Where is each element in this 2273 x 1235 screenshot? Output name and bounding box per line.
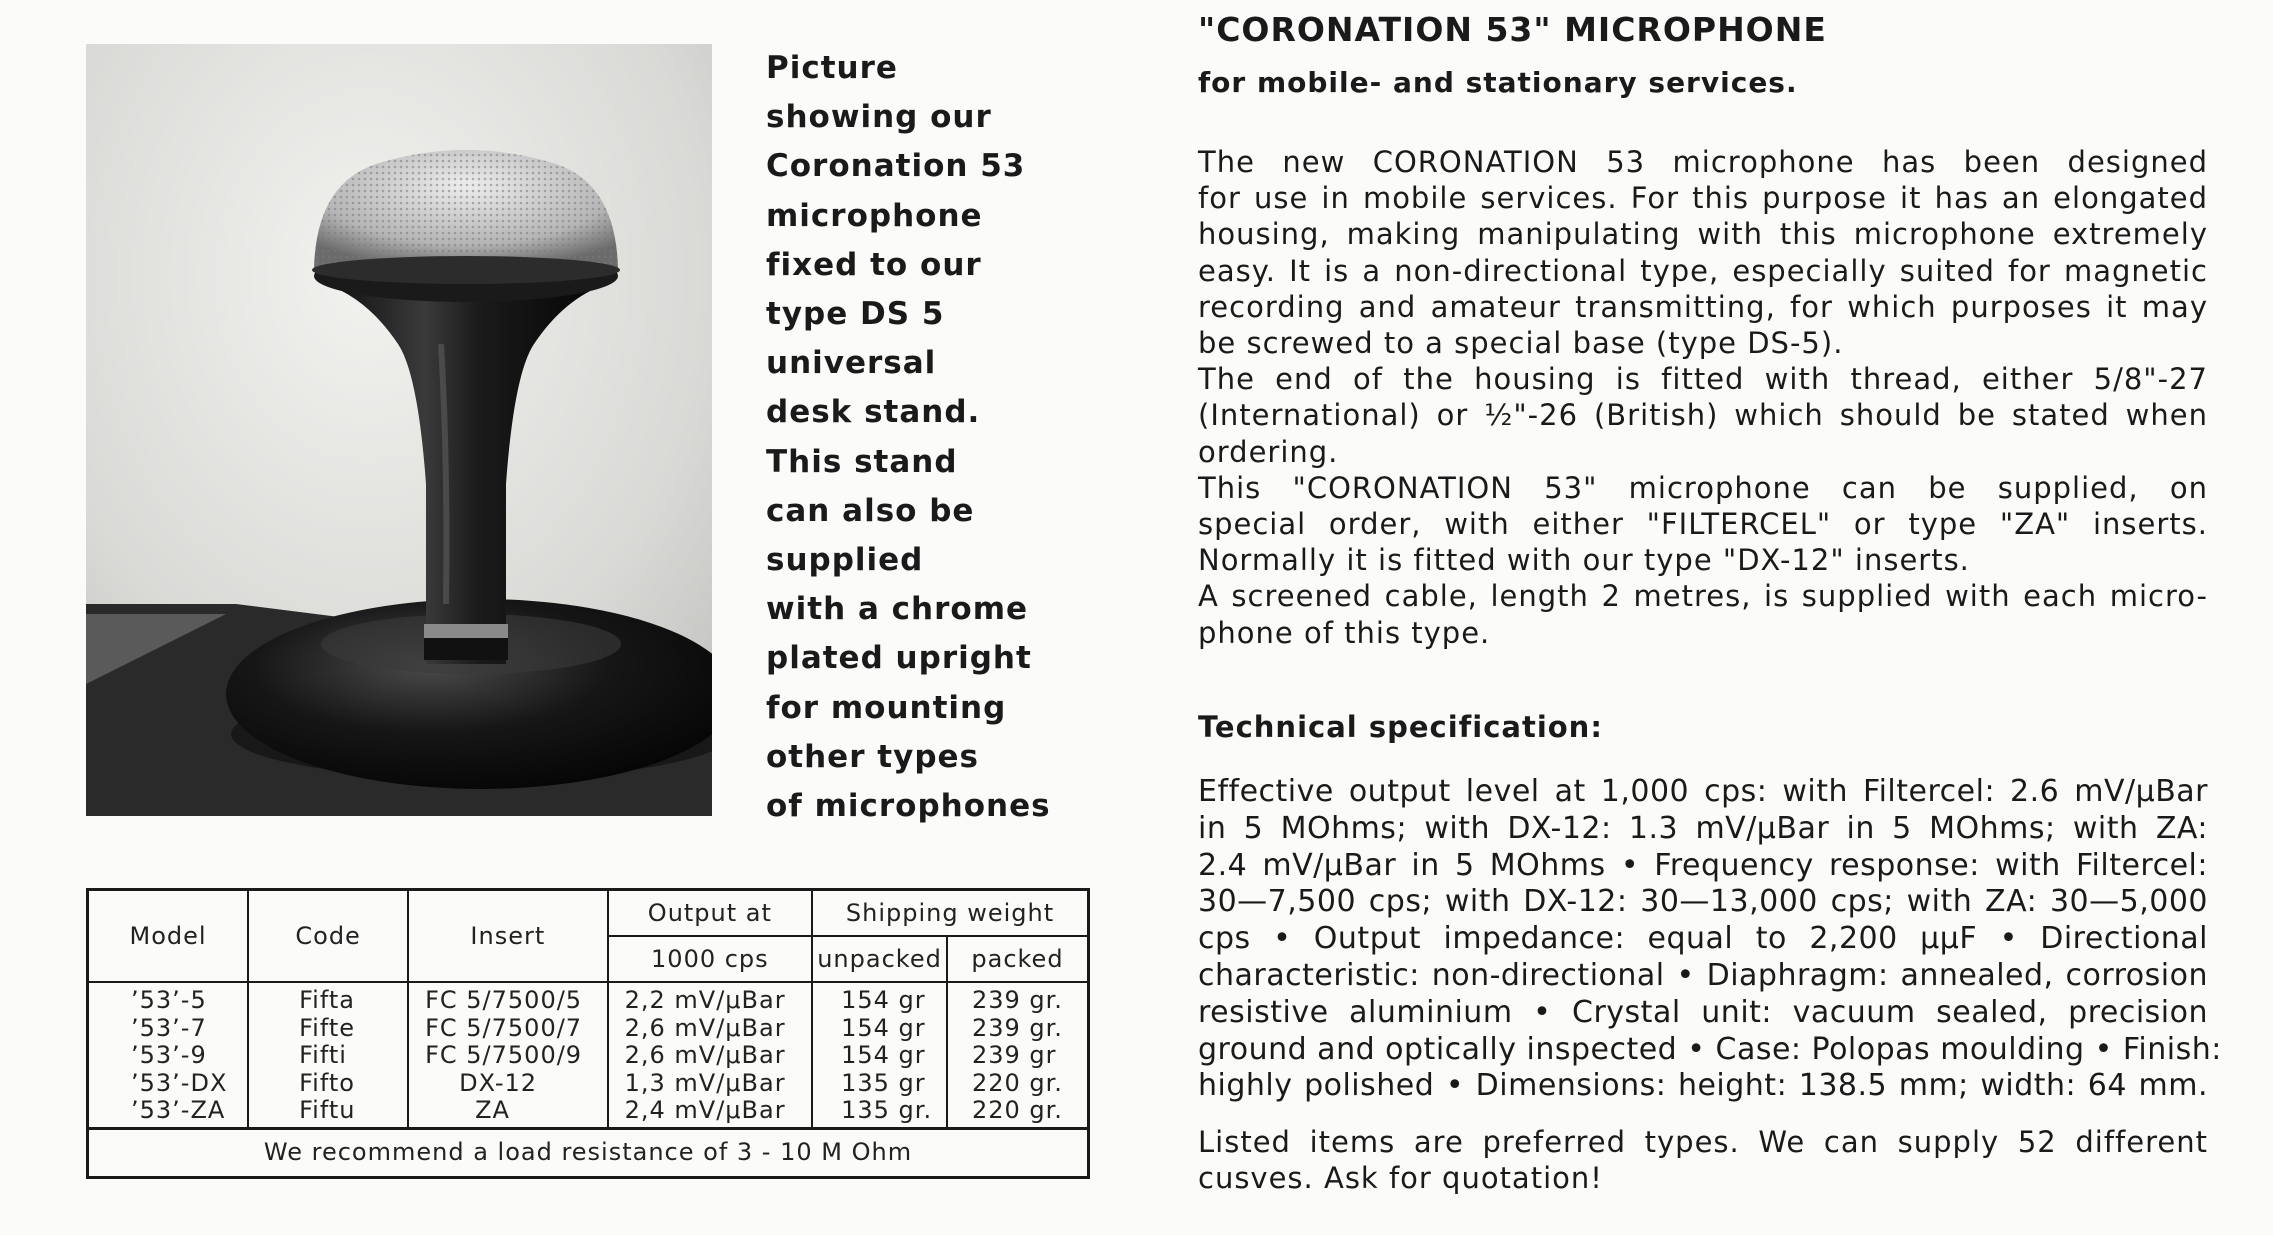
table-cell: 154 gr [841,1041,926,1069]
code-column [248,982,408,1128]
table-cell: 2,6 mV/μBar [624,1013,786,1042]
tech-spec-body [1198,774,2222,1105]
table-cell: 2,6 mV/μBar [624,1041,786,1069]
table-cell: ’53’-DX [131,1068,228,1097]
table-cell: 239 gr. [971,986,1063,1014]
page-title: "CORONATION 53" MICROPHONE [1198,10,1827,49]
load-resistance-note: We recommend a load resistance of 3 - 10 M Ohm [88,1128,1089,1177]
table-cell: 135 gr. [841,1096,933,1124]
table-cell: Fifte [299,1013,356,1042]
table-cell: ’53’-5 [131,986,207,1014]
tech-line: cps • Output impedance: equal to 2,200 μμF • Directional [1198,921,2208,957]
table-cell: ’53’-ZA [131,1096,226,1124]
caption-line: This stand [766,443,958,480]
caption-line: of microphones [766,788,1051,825]
body-line: The new CORONATION 53 microphone has been designed [1198,145,2208,179]
caption-line: microphone [766,197,983,234]
tech-line: characteristic: non-directional • Diaphragm: annealed, corrosion [1198,957,2208,993]
header-output: Output at [608,890,813,937]
model-spec-table [86,888,1090,1179]
body-line: The end of the housing is fitted with thread, either 5/8"-27 [1198,362,2208,397]
caption-line: with a chrome [766,591,1029,628]
photo-caption [766,44,1051,831]
description-body [1198,144,2208,651]
unpacked-column [812,982,947,1128]
header-output-sub: 1000 cps [608,936,813,982]
tech-line: Effective output level at 1,000 cps: with Filtercel: 2.6 mV/μBar [1198,774,2208,809]
caption-line: for mounting [766,689,1007,726]
body-line: easy. It is a non-directional type, especially suited for magnetic [1198,253,2208,288]
caption-line: fixed to our [766,246,982,283]
table-cell: 239 gr. [971,1013,1063,1042]
table-cell: FC 5/7500/7 [425,1013,583,1042]
microphone-photo [86,44,712,816]
body-line: special order, with either "FILTERCEL" or type "ZA" inserts. [1198,507,2208,542]
header-packed: packed [947,936,1089,982]
table-cell: ’53’-9 [131,1041,207,1069]
packed-column [947,982,1089,1128]
caption-line: can also be [766,492,975,529]
header-unpacked: unpacked [812,936,947,982]
table-cell: 239 gr [971,1041,1057,1069]
body-line: housing, making manipulating with this microphone extremely [1198,217,2208,252]
tech-line: in 5 MOhms; with DX-12: 1.3 mV/μBar in 5 MOhms; with ZA: [1198,810,2208,846]
insert-column [408,982,608,1128]
preferred-types-note [1198,1124,2208,1196]
body-line: be screwed to a special base (type DS-5). [1198,326,1844,361]
caption-line: supplied [766,542,924,579]
caption-line: showing our [766,99,992,136]
body-line: for use in mobile services. For this purpose it has an elongated [1198,181,2208,216]
header-insert: Insert [408,890,608,983]
table-cell: 154 gr [841,986,926,1014]
body-line: recording and amateur transmitting, for which purposes it may [1198,289,2208,324]
page-subtitle: for mobile- and stationary services. [1198,66,1798,99]
tech-line: highly polished • Dimensions: height: 138.5 mm; width: 64 mm. [1198,1068,2208,1104]
tech-spec-heading: Technical specification: [1198,710,1603,744]
model-column [88,982,249,1128]
body-line: phone of this type. [1198,615,1491,650]
table-cell: Fifta [299,986,355,1014]
caption-line: type DS 5 [766,296,945,333]
table-cell: 1,3 mV/μBar [624,1068,786,1097]
output-column [608,982,813,1128]
table-cell: 220 gr. [971,1096,1063,1124]
body-line: Normally it is fitted with our type "DX-12" inserts. [1198,543,1970,578]
tech-line: resistive aluminium • Crystal unit: vacuum sealed, precision [1198,994,2208,1030]
listed-line: Listed items are preferred types. We can supply 52 different [1198,1125,2208,1159]
body-line: A screened cable, length 2 metres, is supplied with each micro- [1198,579,2208,614]
table-cell: DX-12 [459,1068,538,1097]
table-cell: ’53’-7 [131,1013,207,1042]
caption-line: desk stand. [766,394,981,431]
table-cell: FC 5/7500/9 [425,1041,583,1069]
table-cell: 2,4 mV/μBar [624,1096,786,1124]
body-line: This "CORONATION 53" microphone can be supplied, on [1198,470,2208,505]
body-line: ordering. [1198,434,1339,469]
caption-line: other types [766,738,979,775]
caption-line: universal [766,345,937,382]
table-cell: ZA [475,1096,510,1124]
table-cell: Fiftu [299,1096,356,1124]
tech-line: 2.4 mV/μBar in 5 MOhms • Frequency response: with Filtercel: [1198,847,2208,883]
body-line: (International) or ½"-26 (British) which should be stated when [1198,398,2208,433]
header-code: Code [248,890,408,983]
table-cell: Fifti [299,1041,347,1069]
table-cell: 220 gr. [971,1068,1063,1097]
table-cell: FC 5/7500/5 [425,986,583,1014]
table-cell: Fifto [299,1068,355,1097]
caption-line: Coronation 53 [766,148,1026,185]
tech-line: 30—7,500 cps; with DX-12: 30—13,000 cps; with ZA: 30—5,000 [1198,884,2208,920]
listed-line: cusves. Ask for quotation! [1198,1161,1603,1195]
caption-line: plated upright [766,640,1032,677]
header-model: Model [88,890,249,983]
table-cell: 2,2 mV/μBar [624,986,786,1014]
caption-line: Picture [766,50,898,86]
table-cell: 154 gr [841,1013,926,1042]
table-body [88,982,1089,1128]
header-shipping-weight: Shipping weight [812,890,1088,937]
tech-line: ground and optically inspected • Case: Polopas moulding • Finish: [1198,1031,2222,1067]
table-cell: 135 gr [841,1068,926,1097]
